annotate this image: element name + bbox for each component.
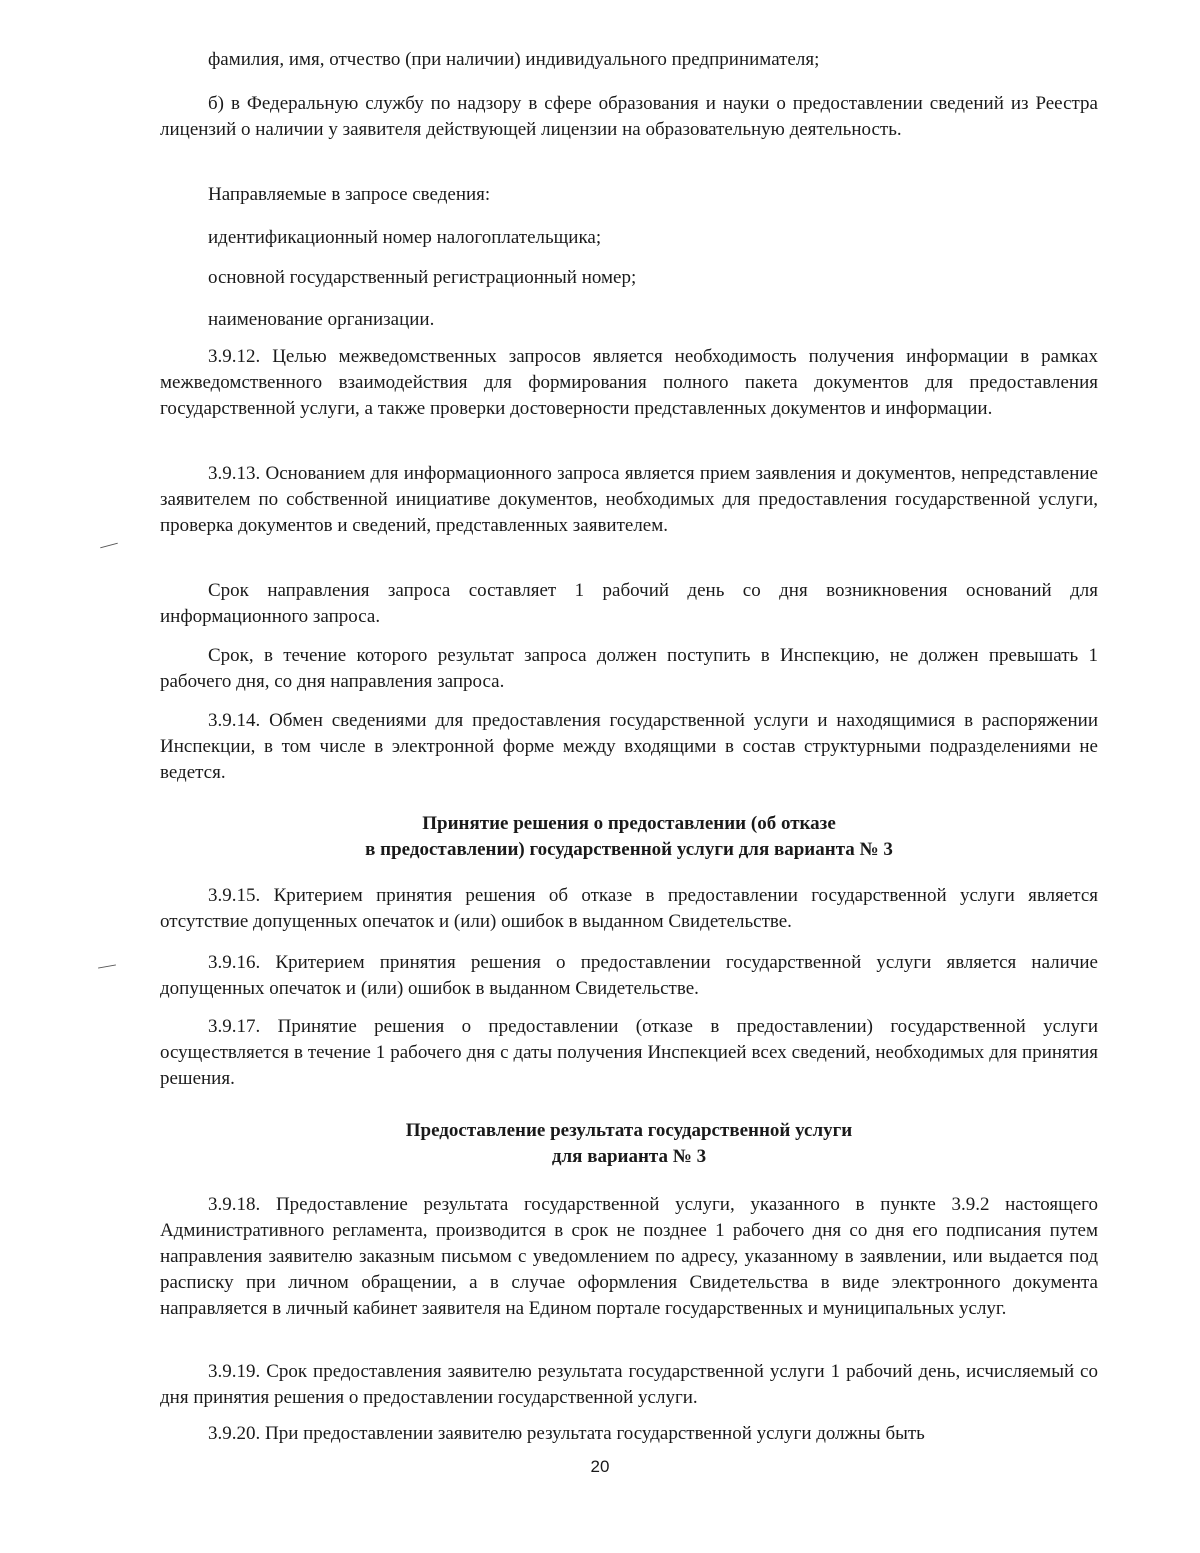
paragraph-3-9-19: 3.9.19. Срок предоставления заявителю результата государственной услуги 1 рабочий день, исчисляемый со дня принятия решения о предоставлении государственной услуги.: [160, 1361, 1098, 1408]
paragraph-request-term: Срок направления запроса составляет 1 рабочий день со дня возникновения оснований для информационного запроса.: [160, 580, 1098, 627]
section-heading-decision-line2: в предоставлении) государственной услуги для варианта № 3: [365, 839, 893, 860]
section-heading-result-line2: для варианта № 3: [551, 1146, 707, 1167]
scan-mark: [98, 964, 116, 968]
paragraph-3-9-16: 3.9.16. Критерием принятия решения о предоставлении государственной услуги является наличие допущенных опечаток и (или) ошибок в выданном Свидетельстве.: [160, 952, 1098, 999]
section-heading-result: [160, 1118, 1098, 1170]
paragraph-request-federal-service: б) в Федеральную службу по надзору в сфере образования и науки о предоставлении сведений из Реестра лицензий о наличии у заявителя действующей лицензии на образовательную деятельность.: [160, 93, 1098, 140]
section-heading-result-line1: Предоставление результата государственной услуги: [405, 1120, 853, 1141]
paragraph-3-9-15: 3.9.15. Критерием принятия решения об отказе в предоставлении государственной услуги является отсутствие допущенных опечаток и (или) ошибок в выданном Свидетельстве.: [160, 885, 1098, 932]
paragraph-3-9-18: 3.9.18. Предоставление результата государственной услуги, указанного в пункте 3.9.2 настоящего Административного регламента, производится в срок не позднее 1 рабочего дня со дня его подписания путем направления заявителю заказным письмом с уведомлением по адресу, указанному в заявлении, или выдается под расписку при личном обращении, а в случае оформления Свидетельства в виде электронного документа направляется в личный кабинет заявителя на Едином портале государственных и муниципальных услуг.: [160, 1194, 1098, 1319]
section-heading-decision: [160, 811, 1098, 863]
scan-mark: [100, 543, 118, 549]
paragraph-entrepreneur-name: фамилия, имя, отчество (при наличии) индивидуального предпринимателя;: [208, 49, 820, 70]
section-heading-decision-line1: Принятие решения о предоставлении (об отказе: [422, 813, 836, 834]
paragraph-3-9-13: 3.9.13. Основанием для информационного запроса является прием заявления и документов, непредставление заявителем по собственной инициативе документов, необходимых для предоставления государственной услуги, проверка документов и сведений, представленных заявителем.: [160, 463, 1098, 536]
paragraph-3-9-12: 3.9.12. Целью межведомственных запросов является необходимость получения информации в рамках межведомственного взаимодействия для формирования полного пакета документов для предоставления государственной услуги, а также проверки достоверности представленных документов и информации.: [160, 346, 1098, 419]
paragraph-inn: идентификационный номер налогоплательщика;: [208, 227, 602, 248]
paragraph-3-9-20: 3.9.20. При предоставлении заявителю результата государственной услуги должны быть: [208, 1423, 925, 1444]
paragraph-3-9-14: 3.9.14. Обмен сведениями для предоставления государственной услуги и находящимися в распоряжении Инспекции, в том числе в электронной форме между входящими в состав структурными подразделениями не ведется.: [160, 710, 1098, 783]
paragraph-3-9-17: 3.9.17. Принятие решения о предоставлении (отказе в предоставлении) государственной услуги осуществляется в течение 1 рабочего дня с даты получения Инспекцией всех сведений, необходимых для принятия решения.: [160, 1016, 1098, 1089]
paragraph-org-name: наименование организации.: [208, 309, 435, 330]
paragraph-ogrn: основной государственный регистрационный номер;: [208, 267, 637, 288]
page-number: 20: [590, 1457, 610, 1476]
paragraph-response-term: Срок, в течение которого результат запроса должен поступить в Инспекцию, не должен превышать 1 рабочего дня, со дня направления запроса.: [160, 645, 1098, 692]
paragraph-request-data-intro: Направляемые в запросе сведения:: [208, 184, 491, 205]
